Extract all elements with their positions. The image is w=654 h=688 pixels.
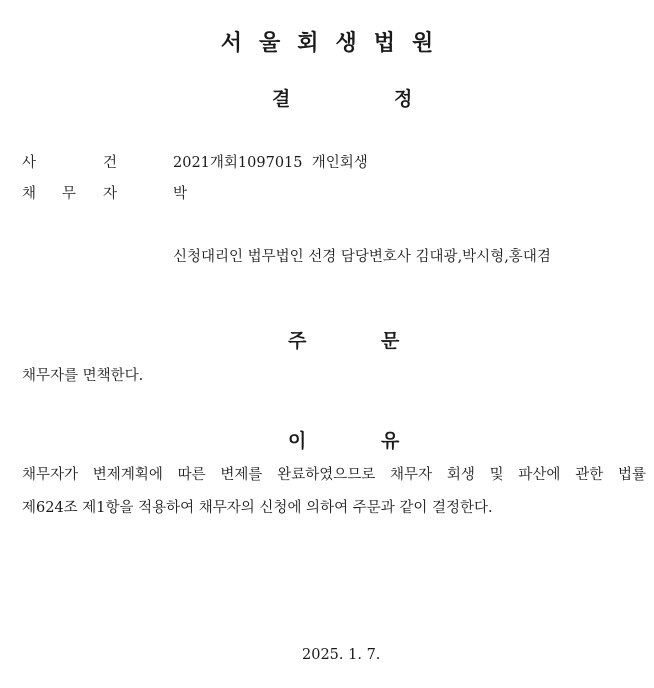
debtor-label-char-2: 무 xyxy=(62,186,77,202)
reason-heading-char-2: 유 xyxy=(381,430,400,452)
debtor-label-char-1: 채 xyxy=(22,186,37,202)
reason-heading-char-1: 이 xyxy=(288,430,307,452)
case-number: 2021개회1097015 개인회생 xyxy=(173,155,368,171)
court-name: 서울회생법원 xyxy=(220,31,451,56)
case-label-char-2: 건 xyxy=(103,155,118,171)
case-label-char-1: 사 xyxy=(22,155,37,171)
document-type-char-2: 정 xyxy=(394,88,413,110)
decision-date: 2025. 1. 7. xyxy=(302,647,381,663)
document-type-char-1: 결 xyxy=(272,88,291,110)
order-text: 채무자를 면책한다. xyxy=(22,368,144,384)
order-heading-char-2: 문 xyxy=(381,330,400,352)
order-heading-char-1: 주 xyxy=(288,330,307,352)
applicant-agent: 신청대리인 법무법인 선경 담당변호사 김대광,박시형,홍대겸 xyxy=(173,249,551,265)
debtor-label-char-3: 자 xyxy=(103,186,118,202)
debtor-name: 박 xyxy=(173,186,188,202)
reason-text-line-2: 제624조 제1항을 적용하여 채무자의 신청에 의하여 주문과 같이 결정한다. xyxy=(22,500,493,516)
reason-text-line-1: 채무자가 변제계획에 따른 변제를 완료하였으므로 채무자 회생 및 파산에 관한 법률 xyxy=(22,467,646,483)
